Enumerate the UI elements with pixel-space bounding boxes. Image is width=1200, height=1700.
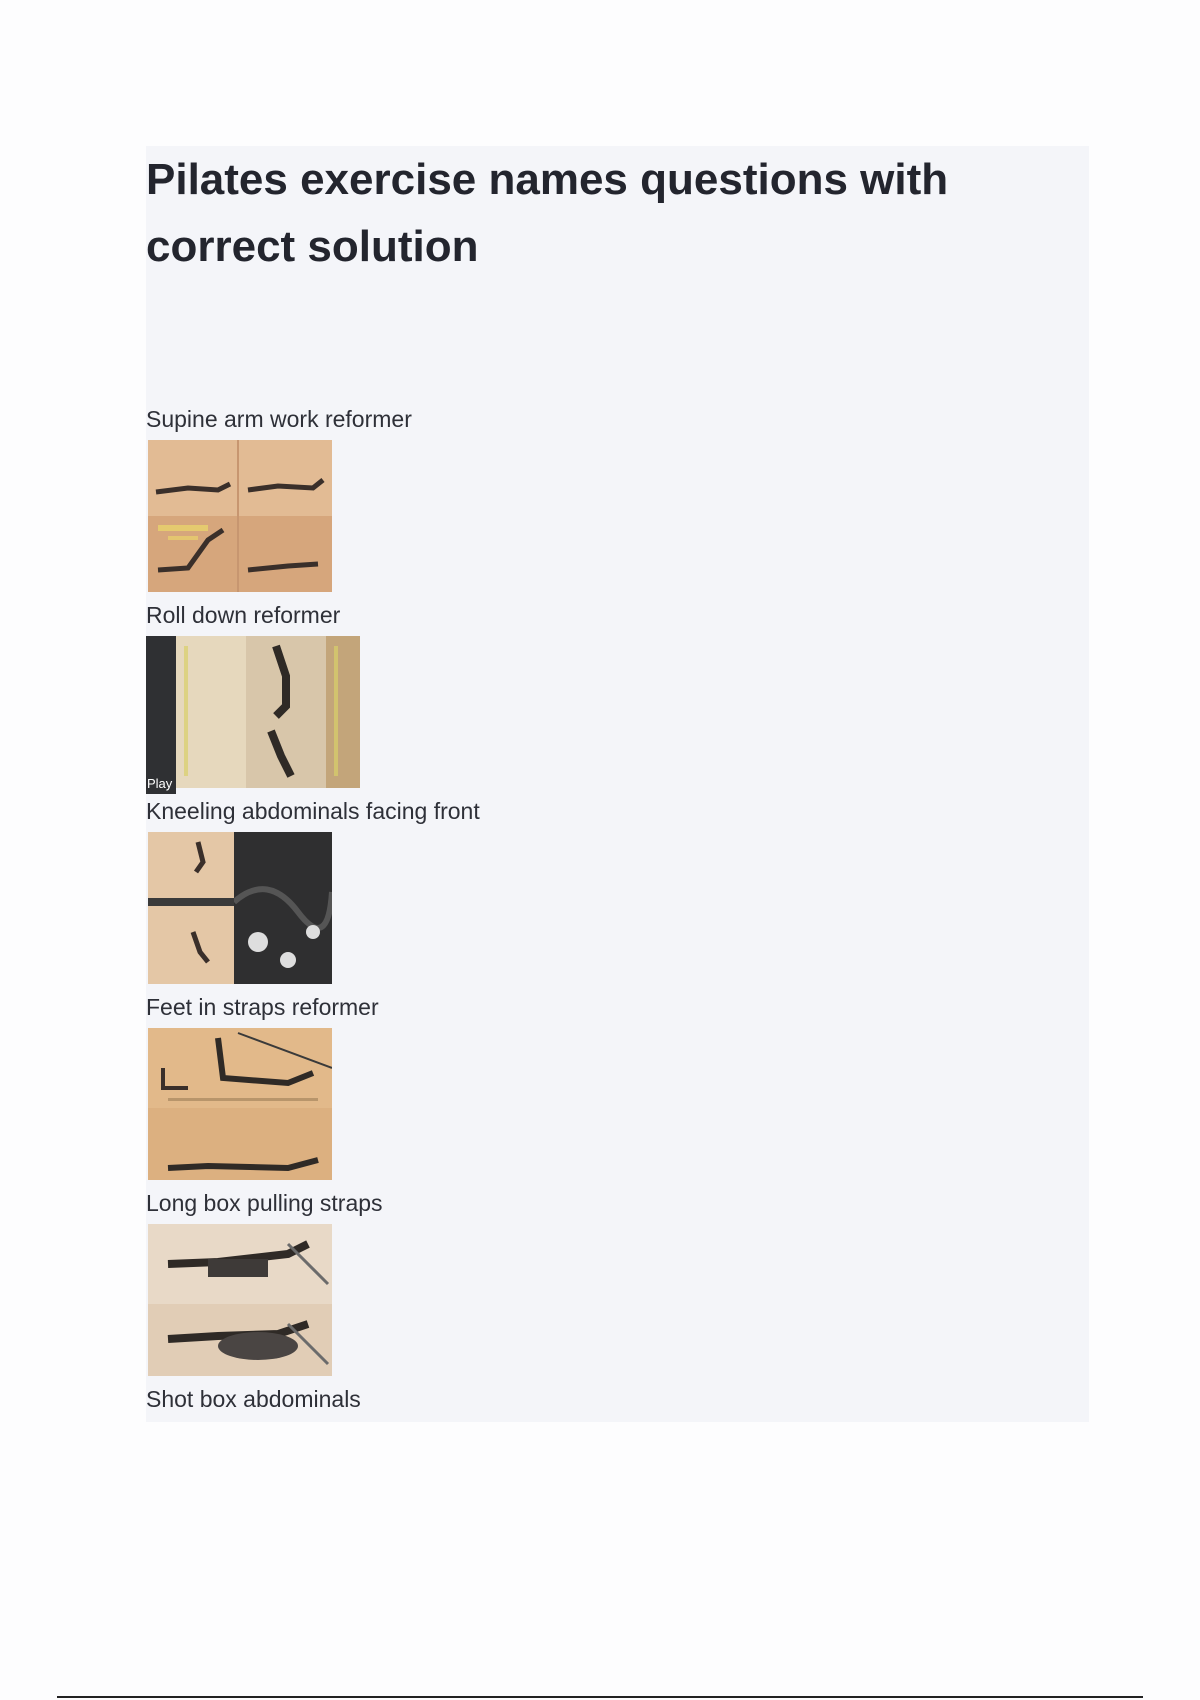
item-label-supine-arm-work: Supine arm work reformer	[146, 406, 412, 432]
supine-arm-work-photo	[148, 440, 332, 592]
roll-down-video-thumbnail	[176, 636, 360, 788]
play-button[interactable]: Play	[147, 776, 173, 791]
video-player-bar	[146, 636, 176, 794]
kneeling-abdominals-photo	[148, 832, 332, 984]
item-label-feet-in-straps: Feet in straps reformer	[146, 994, 379, 1020]
document-card	[146, 146, 1089, 1422]
item-label-shot-box-abdominals: Shot box abdominals	[146, 1386, 361, 1412]
footer-divider	[57, 1696, 1143, 1698]
roll-down-video[interactable]	[146, 636, 360, 794]
item-label-roll-down: Roll down reformer	[146, 602, 341, 628]
item-label-kneeling-abdominals: Kneeling abdominals facing front	[146, 798, 480, 824]
page-title: Pilates exercise names questions with correct solution	[146, 155, 949, 271]
feet-in-straps-photo	[148, 1028, 332, 1180]
item-label-long-box-pulling-straps: Long box pulling straps	[146, 1190, 383, 1216]
long-box-pulling-straps-photo	[148, 1224, 332, 1376]
